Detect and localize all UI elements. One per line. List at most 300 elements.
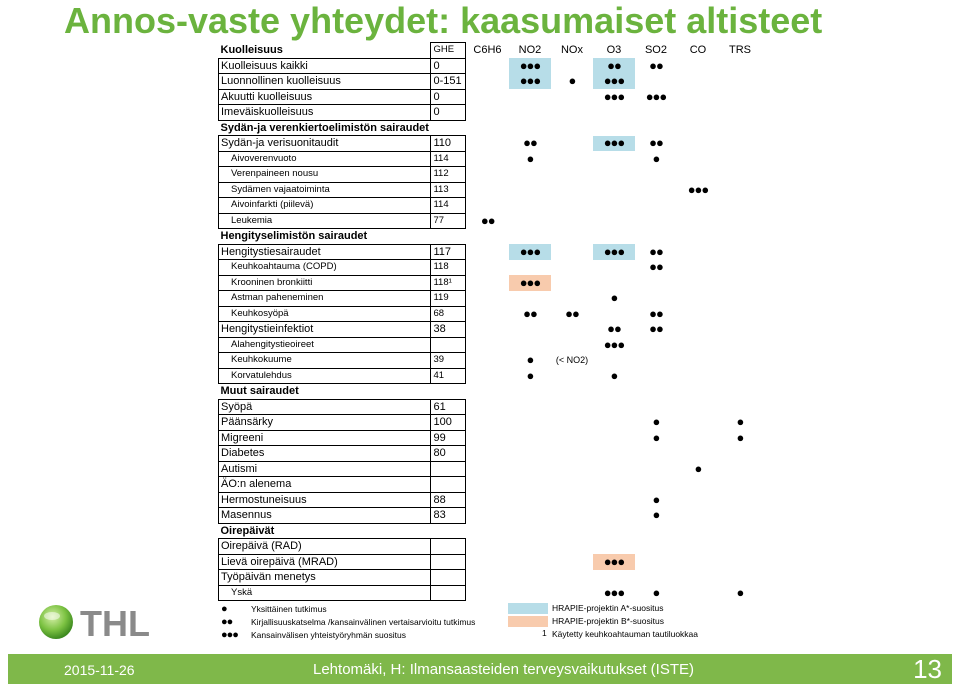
evidence-cell <box>466 120 509 136</box>
evidence-cell <box>509 523 551 539</box>
legend-swatch-a <box>508 603 548 614</box>
evidence-cell <box>551 322 593 338</box>
row-label: Hengitystieinfektiot <box>219 322 431 338</box>
evidence-cell <box>466 446 509 462</box>
row-ghe: 119 <box>431 291 466 307</box>
evidence-cell <box>677 213 719 229</box>
evidence-cell <box>719 539 761 555</box>
evidence-cell <box>466 306 509 322</box>
evidence-cell <box>719 337 761 353</box>
evidence-cell <box>466 554 509 570</box>
evidence-cell <box>719 89 761 105</box>
evidence-cell: ● <box>652 492 660 507</box>
evidence-cell <box>466 337 509 353</box>
evidence-cell: ●●● <box>593 136 635 152</box>
evidence-cell <box>466 58 509 74</box>
row-label: Akuutti kuolleisuus <box>219 89 431 105</box>
evidence-cell <box>593 198 635 214</box>
evidence-cell <box>509 291 551 307</box>
table-row <box>219 198 761 214</box>
evidence-cell <box>551 136 593 152</box>
evidence-cell <box>466 477 509 493</box>
row-ghe: 83 <box>431 508 466 524</box>
evidence-cell <box>593 384 635 400</box>
row-ghe: 39 <box>431 353 466 369</box>
evidence-cell <box>719 291 761 307</box>
evidence-cell <box>466 415 509 431</box>
evidence-cell: ●●● <box>645 89 667 104</box>
evidence-cell <box>551 461 593 477</box>
evidence-cell <box>719 120 761 136</box>
evidence-cell <box>635 213 677 229</box>
evidence-cell <box>719 570 761 586</box>
evidence-cell: ●● <box>565 306 579 321</box>
evidence-cell <box>719 399 761 415</box>
evidence-cell <box>593 167 635 183</box>
row-label: Kuolleisuus kaikki <box>219 58 431 74</box>
footer-bar <box>8 654 952 684</box>
evidence-cell <box>551 384 593 400</box>
evidence-cell <box>719 554 761 570</box>
evidence-cell <box>593 523 635 539</box>
evidence-cell <box>719 523 761 539</box>
evidence-cell <box>551 291 593 307</box>
evidence-cell: ●●● <box>509 58 551 74</box>
evidence-cell <box>635 446 677 462</box>
evidence-cell <box>466 399 509 415</box>
evidence-cell <box>551 105 593 121</box>
evidence-cell <box>719 136 761 152</box>
row-ghe: 118 <box>431 260 466 276</box>
evidence-cell: ●●● <box>593 74 635 90</box>
row-label: Astman paheneminen <box>219 291 431 307</box>
evidence-cell <box>466 461 509 477</box>
evidence-cell <box>551 399 593 415</box>
evidence-cell <box>593 260 635 276</box>
row-ghe: 88 <box>431 492 466 508</box>
row-ghe: 110 <box>431 136 466 152</box>
row-ghe: 0 <box>431 89 466 105</box>
row-ghe: 0 <box>431 58 466 74</box>
legend-swatch-b <box>508 616 548 627</box>
evidence-cell <box>719 446 761 462</box>
evidence-cell <box>551 275 593 291</box>
evidence-cell <box>719 260 761 276</box>
footer-author: Lehtomäki, H: Ilmansaasteiden terveysvaikutukset (ISTE) <box>313 661 694 678</box>
evidence-cell: ●● <box>649 259 663 275</box>
table-row <box>219 399 761 415</box>
evidence-cell <box>719 353 761 369</box>
row-ghe: 61 <box>431 399 466 415</box>
row-label: Yskä <box>219 585 431 601</box>
evidence-cell: ● <box>526 368 534 383</box>
evidence-cell <box>509 89 551 105</box>
evidence-cell: ● <box>736 430 744 445</box>
evidence-cell <box>677 508 719 524</box>
evidence-cell <box>635 384 677 400</box>
section-heading: Sydän-ja verenkiertoelimistön sairaudet <box>220 121 429 134</box>
evidence-cell: ●● <box>593 58 635 74</box>
page-title: Annos-vaste yhteydet: kaasumaiset altisteet <box>64 0 823 41</box>
row-ghe <box>431 337 466 353</box>
evidence-cell <box>509 446 551 462</box>
evidence-cell <box>551 260 593 276</box>
table-row <box>219 585 761 601</box>
evidence-cell: ● <box>526 151 534 166</box>
section-heading: Oirepäivät <box>219 523 431 539</box>
evidence-cell <box>551 539 593 555</box>
evidence-cell <box>466 229 509 245</box>
row-ghe: 68 <box>431 306 466 322</box>
evidence-cell <box>466 508 509 524</box>
evidence-cell <box>635 182 677 198</box>
evidence-cell <box>677 446 719 462</box>
evidence-cell: ● <box>652 414 660 430</box>
row-label: Hermostuneisuus <box>219 492 431 508</box>
evidence-cell <box>551 430 593 446</box>
column-header: CO <box>689 44 707 57</box>
evidence-cell <box>509 260 551 276</box>
evidence-cell <box>677 337 719 353</box>
evidence-cell <box>509 508 551 524</box>
evidence-cell <box>509 570 551 586</box>
evidence-cell <box>593 399 635 415</box>
evidence-cell <box>635 461 677 477</box>
evidence-cell <box>593 120 635 136</box>
row-ghe: 41 <box>431 368 466 384</box>
evidence-cell <box>466 291 509 307</box>
row-ghe: 114 <box>431 198 466 214</box>
evidence-cell <box>551 337 593 353</box>
evidence-cell <box>719 198 761 214</box>
evidence-cell <box>509 229 551 245</box>
evidence-cell <box>719 74 761 90</box>
evidence-cell <box>551 446 593 462</box>
row-ghe: 112 <box>431 167 466 183</box>
evidence-cell <box>719 368 761 384</box>
evidence-cell: ● <box>526 352 534 368</box>
evidence-cell: ●● <box>523 306 537 321</box>
legend-footnote-mark: 1 <box>542 628 547 638</box>
thl-logo-text: THL <box>80 603 150 644</box>
table-row <box>219 570 761 586</box>
evidence-cell <box>509 182 551 198</box>
evidence-cell <box>677 120 719 136</box>
evidence-cell <box>551 151 593 167</box>
evidence-cell <box>466 244 509 260</box>
evidence-cell <box>509 399 551 415</box>
evidence-cell <box>593 492 635 508</box>
evidence-cell <box>593 430 635 446</box>
evidence-cell: ● <box>694 461 702 476</box>
evidence-cell: ●● <box>480 213 495 228</box>
table-row <box>219 182 761 198</box>
row-ghe <box>431 570 466 586</box>
evidence-cell: ● <box>568 73 576 89</box>
evidence-cell: ●●● <box>509 275 551 291</box>
page-number: 13 <box>913 654 942 684</box>
row-label: ÄO:n alenema <box>219 477 431 493</box>
row-ghe: 99 <box>431 430 466 446</box>
evidence-cell <box>635 337 677 353</box>
evidence-cell <box>677 58 719 74</box>
evidence-cell <box>466 198 509 214</box>
evidence-cell <box>635 291 677 307</box>
row-label: Krooninen bronkiitti <box>219 275 431 291</box>
evidence-cell <box>509 539 551 555</box>
legend-one-text: Yksittäinen tutkimus <box>251 604 327 614</box>
evidence-cell <box>466 182 509 198</box>
evidence-cell: ●●● <box>603 337 625 352</box>
evidence-cell <box>509 120 551 136</box>
evidence-cell <box>509 198 551 214</box>
row-ghe: 100 <box>431 415 466 431</box>
table-row <box>219 105 761 121</box>
section-heading: Hengityselimistön sairaudet <box>219 229 431 245</box>
evidence-cell <box>635 275 677 291</box>
evidence-cell <box>593 570 635 586</box>
row-label: Keuhkosyöpä <box>219 306 431 322</box>
evidence-cell: ●● <box>649 244 663 259</box>
table-row <box>219 368 761 384</box>
table-row <box>219 151 761 167</box>
row-ghe: 113 <box>431 182 466 198</box>
evidence-cell <box>593 306 635 322</box>
evidence-cell <box>466 430 509 446</box>
evidence-cell <box>677 291 719 307</box>
row-label: Keuhkoahtauma (COPD) <box>219 260 431 276</box>
table-row <box>219 136 761 152</box>
table-row <box>219 89 761 105</box>
row-label: Aivoverenvuoto <box>219 151 431 167</box>
evidence-cell <box>635 74 677 90</box>
legend-two-dot: ●● <box>221 616 233 628</box>
table-row <box>219 260 761 276</box>
row-label: Diabetes <box>219 446 431 462</box>
table-row <box>219 430 761 446</box>
evidence-cell <box>719 275 761 291</box>
evidence-cell <box>719 306 761 322</box>
thl-logo <box>36 600 166 644</box>
evidence-cell <box>719 58 761 74</box>
row-ghe: 0 <box>431 105 466 121</box>
evidence-cell <box>551 523 593 539</box>
evidence-cell: ●●● <box>509 74 551 90</box>
row-ghe <box>431 554 466 570</box>
thl-globe-icon <box>36 600 166 644</box>
evidence-cell <box>635 477 677 493</box>
table-row <box>219 306 761 322</box>
row-label: Verenpaineen nousu <box>219 167 431 183</box>
table-row <box>219 461 761 477</box>
evidence-cell <box>635 120 677 136</box>
column-header: NO2 <box>518 44 542 57</box>
evidence-cell <box>677 430 719 446</box>
evidence-cell <box>677 570 719 586</box>
evidence-cell <box>677 306 719 322</box>
table-row <box>219 244 761 260</box>
row-label: Hengitystiesairaudet <box>219 244 431 260</box>
evidence-cell <box>593 275 635 291</box>
evidence-cell <box>509 322 551 338</box>
evidence-cell <box>677 167 719 183</box>
evidence-cell <box>551 477 593 493</box>
row-label: Korvatulehdus <box>219 368 431 384</box>
evidence-cell <box>466 136 509 152</box>
evidence-cell <box>719 322 761 338</box>
evidence-cell <box>635 198 677 214</box>
evidence-cell <box>635 353 677 369</box>
evidence-cell <box>509 105 551 121</box>
row-label: Työpäivän menetys <box>219 570 431 586</box>
evidence-cell <box>593 182 635 198</box>
evidence-cell <box>677 244 719 260</box>
column-header: TRS <box>728 44 751 57</box>
evidence-cell <box>677 136 719 152</box>
evidence-cell: ●●● <box>603 585 625 600</box>
row-ghe: 114 <box>431 151 466 167</box>
evidence-cell <box>509 384 551 400</box>
evidence-cell <box>466 275 509 291</box>
table-row <box>219 353 761 369</box>
evidence-cell <box>677 198 719 214</box>
evidence-cell <box>551 58 593 74</box>
table-row <box>219 167 761 183</box>
evidence-cell <box>593 508 635 524</box>
evidence-cell <box>677 554 719 570</box>
row-ghe: 118¹ <box>431 275 466 291</box>
evidence-cell <box>466 368 509 384</box>
row-ghe <box>431 539 466 555</box>
row-ghe <box>431 461 466 477</box>
row-ghe: 117 <box>431 244 466 260</box>
row-label: Sydän-ja verisuonitaudit <box>219 136 431 152</box>
evidence-cell: ●● <box>523 135 537 151</box>
evidence-cell <box>593 353 635 369</box>
evidence-cell <box>677 322 719 338</box>
row-ghe: 80 <box>431 446 466 462</box>
evidence-cell <box>466 322 509 338</box>
evidence-cell <box>719 384 761 400</box>
legend-footnote-text: Käytetty keuhkoahtauman tautiluokkaa <box>552 629 699 639</box>
header-label: Kuolleisuus <box>219 43 431 59</box>
evidence-cell <box>719 244 761 260</box>
evidence-cell <box>677 260 719 276</box>
evidence-cell <box>593 539 635 555</box>
column-header: SO2 <box>644 44 667 57</box>
evidence-cell <box>466 167 509 183</box>
row-label: Lievä oirepäivä (MRAD) <box>219 554 431 570</box>
evidence-cell: ●● <box>649 306 663 321</box>
evidence-cell <box>635 229 677 245</box>
evidence-cell <box>677 89 719 105</box>
legend-one-dot: ● <box>221 603 227 615</box>
evidence-cell <box>593 105 635 121</box>
table-row <box>219 291 761 307</box>
evidence-cell <box>635 570 677 586</box>
row-label: Sydämen vajaatoiminta <box>219 182 431 198</box>
table-header-row <box>219 43 761 59</box>
evidence-cell <box>719 229 761 245</box>
evidence-cell: ●●● <box>509 244 551 260</box>
evidence-cell <box>593 446 635 462</box>
evidence-cell <box>551 213 593 229</box>
evidence-cell <box>466 89 509 105</box>
evidence-cell <box>466 105 509 121</box>
row-ghe: 38 <box>431 322 466 338</box>
evidence-cell <box>551 198 593 214</box>
evidence-cell <box>635 523 677 539</box>
evidence-cell: ● <box>736 414 744 430</box>
table-row <box>219 523 761 539</box>
evidence-cell <box>509 585 551 601</box>
evidence-cell <box>719 167 761 183</box>
row-label: Leukemia <box>219 213 431 229</box>
evidence-cell: ●● <box>649 58 663 73</box>
footer-date: 2015-11-26 <box>64 662 135 678</box>
evidence-cell: ● <box>652 585 660 600</box>
evidence-cell <box>593 229 635 245</box>
evidence-cell: ●●● <box>603 89 625 104</box>
evidence-cell <box>677 384 719 400</box>
evidence-cell: ●●● <box>687 182 709 197</box>
evidence-cell: ● <box>652 507 660 523</box>
evidence-cell: ●●● <box>593 554 635 570</box>
evidence-cell <box>719 461 761 477</box>
evidence-cell <box>677 539 719 555</box>
evidence-cell <box>719 105 761 121</box>
evidence-cell <box>551 570 593 586</box>
evidence-cell <box>719 492 761 508</box>
evidence-cell <box>466 523 509 539</box>
evidence-cell <box>677 275 719 291</box>
table-row <box>219 554 761 570</box>
evidence-cell: (< NO2) <box>555 355 589 366</box>
row-ghe <box>431 477 466 493</box>
evidence-cell <box>509 492 551 508</box>
evidence-cell <box>635 105 677 121</box>
evidence-cell <box>719 508 761 524</box>
evidence-cell <box>509 430 551 446</box>
table-row <box>219 275 761 291</box>
evidence-cell: ●● <box>649 135 663 151</box>
evidence-cell <box>677 492 719 508</box>
evidence-cell <box>677 105 719 121</box>
evidence-cell: ● <box>736 585 744 600</box>
evidence-cell <box>593 461 635 477</box>
evidence-cell <box>635 399 677 415</box>
row-ghe <box>431 384 466 400</box>
evidence-cell <box>509 167 551 183</box>
table-row <box>219 492 761 508</box>
evidence-cell <box>593 151 635 167</box>
table-row <box>219 229 761 245</box>
evidence-cell <box>593 213 635 229</box>
table-row <box>219 508 761 524</box>
column-header: NOx <box>560 44 583 57</box>
section-heading: Muut sairaudet <box>219 384 431 400</box>
row-label: Aivoinfarkti (piilevä) <box>219 198 431 214</box>
evidence-cell: ● <box>652 430 660 445</box>
legend-three-text: Kansainvälisen yhteistyöryhmän suositus <box>251 630 406 640</box>
row-label: Imeväiskuolleisuus <box>219 105 431 121</box>
evidence-cell: ● <box>652 151 660 166</box>
evidence-cell <box>509 477 551 493</box>
evidence-cell <box>677 151 719 167</box>
evidence-cell <box>635 539 677 555</box>
evidence-cell <box>466 260 509 276</box>
evidence-cell <box>509 554 551 570</box>
